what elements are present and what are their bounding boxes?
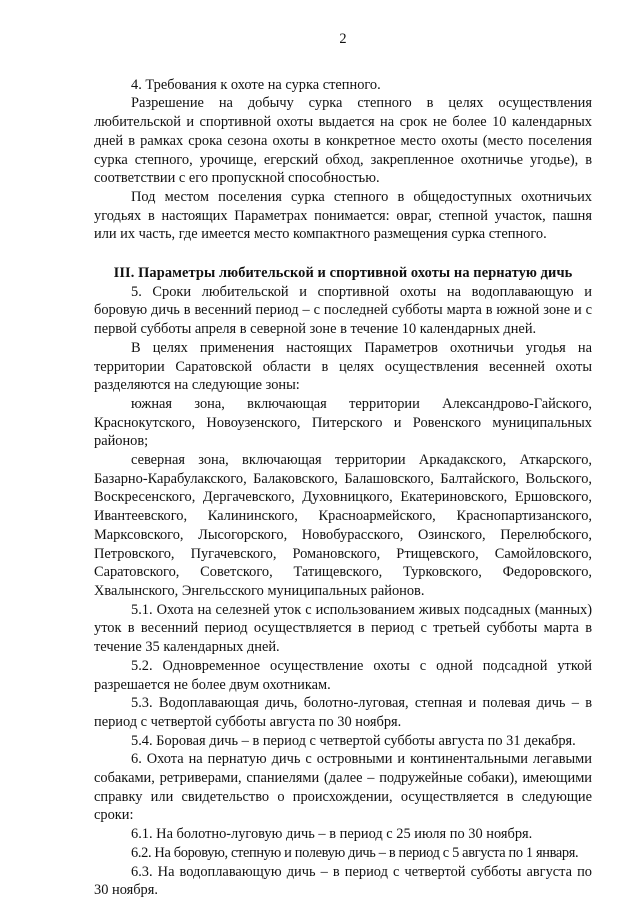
paragraph-6-1: 6.1. На болотно-луговую дичь – в период с 25 июля по 30 ноября. (131, 826, 533, 843)
page-number: 2 (339, 31, 347, 47)
paragraph-5-3: 5.3. Водоплавающая дичь, болотно-луговая, степная и полевая дичь – в период с четвертой субботы августа по 30 ноября. (94, 695, 592, 730)
paragraph-north-zone: северная зона, включающая территории Аркадакского, Аткарского, Базарно-Карабулакского, Балаковского, Балашовского, Балтайского, Вольского, Воскресенского, Дергачевского, Духовницкого, Екатериновского, Ершовского, Ивантеевского, Калининского, Красноармейского, Краснопартизанского, Марксовского, Лысогорского, Новобурасского, Озинского, Перелюбского, Петровского, Пугачевского, Романовского, Ртищевского, Самойловского, Саратовского, Советского, Татищевского, Турковского, Федоровского, Хвалынского, Энгельсского муниципальных районов. (94, 452, 592, 599)
paragraph-5-2: 5.2. Одновременное осуществление охоты с одной подсадной уткой разрешается не более двум охотникам. (94, 657, 592, 693)
paragraph-5-4: 5.4. Боровая дичь – в период с четвертой субботы августа по 31 декабря. (131, 732, 576, 749)
paragraph-6-3: 6.3. На водоплавающую дичь – в период с четвертой субботы августа по 30 ноября. (94, 863, 592, 899)
paragraph-permit-term: Разрешение на добычу сурка степного в целях осуществления любительской и спортивной охоты выдается на срок не более 10 календарных дней в рамках срока сезона охоты в конкретное место охоты (место поселения сурка степного, урочище, егерский обход, закрепленное охотничье угодье), в соответствии с его пропускной способностью. (94, 95, 592, 187)
section-4-title: 4. Требования к охоте на сурка степного. (131, 76, 381, 93)
section-heading: III. Параметры любительской и спортивной охоты на пернатую дичь (113, 265, 573, 282)
paragraph-south-zone: южная зона, включающая территории Александрово-Гайского, Краснокутского, Новоузенского, Питерского и Ровенского муниципальных районов; (94, 395, 592, 450)
paragraph-5-1: 5.1. Охота на селезней уток с использованием живых подсадных (манных) уток в весенний период осуществляется в период с третьей субботы марта в течение 35 календарных дней. (94, 601, 592, 656)
paragraph-zones-intro: В целях применения настоящих Параметров охотничьи угодья на территории Саратовской области в целях осуществления весенней охоты разделяются на следующие зоны: (94, 339, 592, 394)
paragraph-6: 6. Охота на пернатую дичь с островными и континентальными легавыми собаками, ретриверами, спаниелями (далее – подружейные собаки), имеющими справку или свидетельство о происхождении, осуществляется в следующие сроки: (94, 751, 592, 824)
paragraph-6-2: 6.2. На боровую, степную и полевую дичь – в период с 5 августа по 1 января. (131, 844, 579, 861)
paragraph-settlement-definition: Под местом поселения сурка степного в общедоступных охотничьих угодьях в настоящих Параметрах понимается: овраг, степной участок, пашня или их часть, где имеется место компактного размещения сурка степного. (94, 188, 592, 243)
paragraph-5: 5. Сроки любительской и спортивной охоты на водоплавающую и боровую дичь в весенний период – с последней субботы марта в южной зоне и с первой субботы апреля в северной зоне в течение 10 календарных дней. (94, 283, 592, 338)
